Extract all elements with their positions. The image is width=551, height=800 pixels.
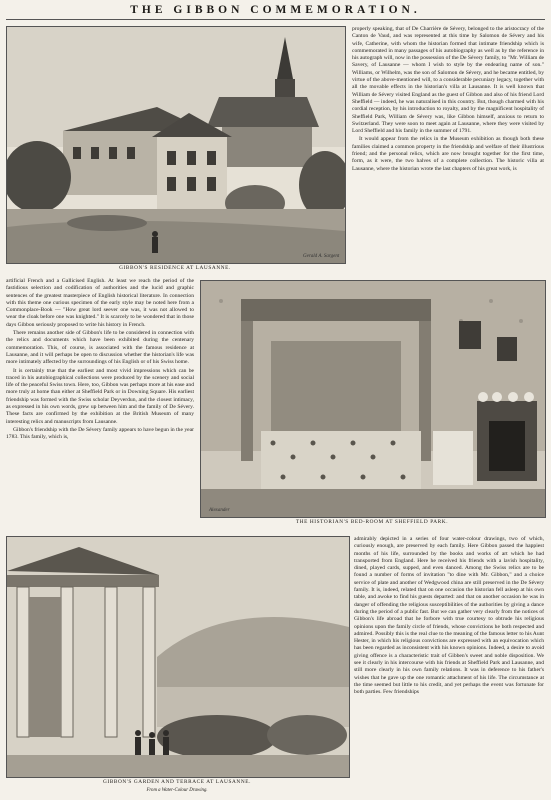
garden-caption: GIBBON'S GARDEN AND TERRACE AT LAUSANNE. <box>102 779 252 785</box>
bedroom-engraving <box>200 280 546 518</box>
paragraph: It is certainly true that the earliest and most vivid impressions which can be traced in his autobiographical collections were produced by the scenery and social life of the peaceful Swiss town. Here, too, Gibbon was perhaps more at his ease and more truly at home than either at Sheffield Park or in Downing Square. His earliest friendship was formed with the Swiss scholar Deyverdun, and the closest intimacy, as expressed in his own words, grew up between him and the family of De Sévery. These facts are confirmed by the exhibition at the British Museum of many interesting relics and manuscripts from Lausanne. <box>6 367 194 425</box>
paragraph: Gibbon's friendship with the De Sévery family appears to have begun in the year 1783. This family, which is, <box>6 426 194 441</box>
bedroom-caption: THE HISTORIAN'S BED-ROOM AT SHEFFIELD PARK. <box>295 519 449 525</box>
bedroom-signature: Alexander <box>209 508 230 513</box>
paragraph: artificial French and a Gallicised English. At least we reach the period of the fastidious selection and codification of authorities and the lucid and graphic sentences of the greatest masterpiece of English historical literature. In connection with this theme one curious specimen of the early style may be noted here from a Commonplace-Book — "How great lord seever one was, it was not allowed to wear the cloak before one was knighted." It is scarcely to be wondered that in those days Gibbon seriously proposed to write his history in French. <box>6 278 194 328</box>
text-column-left-middle <box>6 278 194 530</box>
garden-subcaption: From a Water-Colour Drawing. <box>146 788 208 793</box>
residence-signature: Gerald A. Sargent <box>303 254 340 259</box>
paragraph: admirably depicted in a series of four water-colour drawings, two of which, curiously enough, are preserved by each family. Here Gibbon passed the happiest months of his life, surrounded by the books and works of art which he had transported from England. Here he received his friends with a lavish hospitality, dined, played cards, supped, and even danced. Among the Swiss relics are to be found a number of forms of invitation "to dine with Mr. Gibbon," and a choice service of plate and another of Wedgwood china are still preserved in the De Sévery family. It is, indeed, related that on one occasion the historian fell asleep at his own table, and awoke to find his guests departed: and that on another occasion he was in danger of offending the religious susceptibilities of the authorities by giving a dance during the period of a public fast. But we can gather very clearly from the notices of Gibbon's life abroad that he forbore with true courtesy to obtrude his religious opinions upon the family circle of friends, whose convictions he both respected and admired. Possibly this is the real clue to the meaning of the famous letter to his Aunt Hester, in which his religious convictions are expressed with an equivocation which has been regarded as inconsistent with his known opinions. Indeed, a desire to avoid giving offence is a characteristic trait of Gibben's sweet and noble disposition. We see it clearly in his intercourse with his friends at Sheffield Park and Lausanne, and still more clearly in his own family relations. It was in deference to his father's wishes that he gave up the one romantic attachment of his life. The circumstance at the time seemed but little to his credit, and yet perhaps the event was fortunate for both parties. Few friendships <box>354 536 544 696</box>
residence-caption: GIBBON'S RESIDENCE AT LAUSANNE. <box>119 265 231 271</box>
residence-engraving <box>6 26 346 264</box>
paragraph: There remains another side of Gibbon's life to be considered in connection with the relics and documents which have been exhibited during the centenary commemoration. This, of course, is associated with the famous residence at Lausanne, and it will perhaps be open to discussion whether the historian's life was more intimately affected by the surroundings of his English or of his Swiss home. <box>6 330 194 366</box>
garden-engraving <box>6 536 350 778</box>
text-column-right-bottom <box>354 536 544 794</box>
masthead-rule <box>6 19 545 20</box>
paragraph: It would appear from the relics in the Museum exhibition as though both these families claimed a common property in the friendship and welfare of their illustrious friend; and the personal relics, which are now brought together for the first time, form, as it were, the two halves of a complete collection. The historic villa at Lausanne, where the historian wrote the last chapters of his great work, is <box>352 136 544 172</box>
paragraph: properly speaking, that of De Charrière de Sévery, belonged to the aristocracy of the Canton de Vaud, and was represented at this time by Salomon de Sévery and his wife, Catherine, with whom the historian formed that intimate friendship which is commemorated in many passages of his autobiography as well as by the reference in his autograph will, now in the possession of the De Sévery family, to "Mr. William de Savery, of Lausanne — whom I wish to style by the endearing name of son." Williams, or Wilhelm, was the son of Salomon de Sévery, and he became entitled, by virtue of the above-mentioned will, to a considerable pecuniary legacy, together with all the movable effects in the historian's villa at Lausanne. It is well known that William de Sévery visited England as the guest of Gibbon and also of his friend Lord Sheffield — indeed, he was naturalised in this country. But, though charmed with his cordial reception, by his introduction to royalty, and by the magnificent hospitality of Sheffield Park, William de Sévery was, like Gibbon himself, anxious to return to Switzerland. They were soon to meet again at Lausanne, where they were visited by Lord Sheffield and his family in the summer of 1791. <box>352 26 544 135</box>
page-masthead: THE GIBBON COMMEMORATION. <box>130 4 421 16</box>
text-column-right-top <box>352 26 544 274</box>
